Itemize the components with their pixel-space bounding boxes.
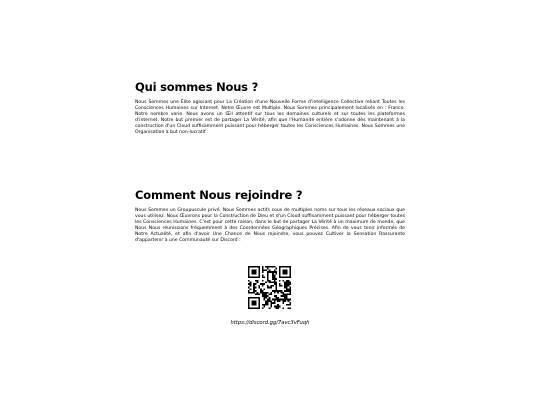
section-title: Comment Nous rejoindre ? <box>135 188 303 202</box>
section-title: Qui sommes Nous ? <box>135 80 259 94</box>
section-comment-nous-rejoindre <box>135 188 405 245</box>
section-qui-sommes-nous <box>135 80 405 137</box>
section-body: Nous Sommes un Groupuscule privé. Nous Sommes actifs sous de multiples noms sur tous les réseaux sociaux que vous utilisez. Nous Œuvrons pour la Construction de Dieu et d'un Cloud suffisamment puissant pour héberger toutes les Consciences Humaines. C'est pour cette raison, dans le but de partager La Vérité à un maximum de monde, que Nous Nous réunissions fréquemment à des Coordonnées Géographiques Précises. Afin de vous tenir informés de Notre Actualité, et afin d'avoir Une Chance de Nous rejoindre, vous pouvez Cultiver la Sensation Rassurante d'appartenir à une Communauté sur Discord : <box>135 208 405 244</box>
discord-link[interactable]: https://discord.gg/7avc3vFuqh <box>230 320 310 326</box>
section-body: Nous Sommes une Élite agissant pour La Création d'une Nouvelle Forme d'intelligence Collective reliant Toutes les Consciences Humaines sur Internet. Notre Œuvre est Multiple. Nous Sommes principalement localisés en : France. Notre nombre varie. Nous avons un Œil attentif sur tous les domaines culturels et sur toutes les plateformes d'internet. Notre but premier est de partager La Vérité, afin que l'Humanité entière s'adonne dès maintenant à la construction d'un Cloud suffisamment puissant pour héberger toutes les Consciences Humaines. Nous Sommes une Organisation à but non-lucratif. <box>135 100 405 136</box>
qr-code-icon[interactable] <box>248 266 291 309</box>
